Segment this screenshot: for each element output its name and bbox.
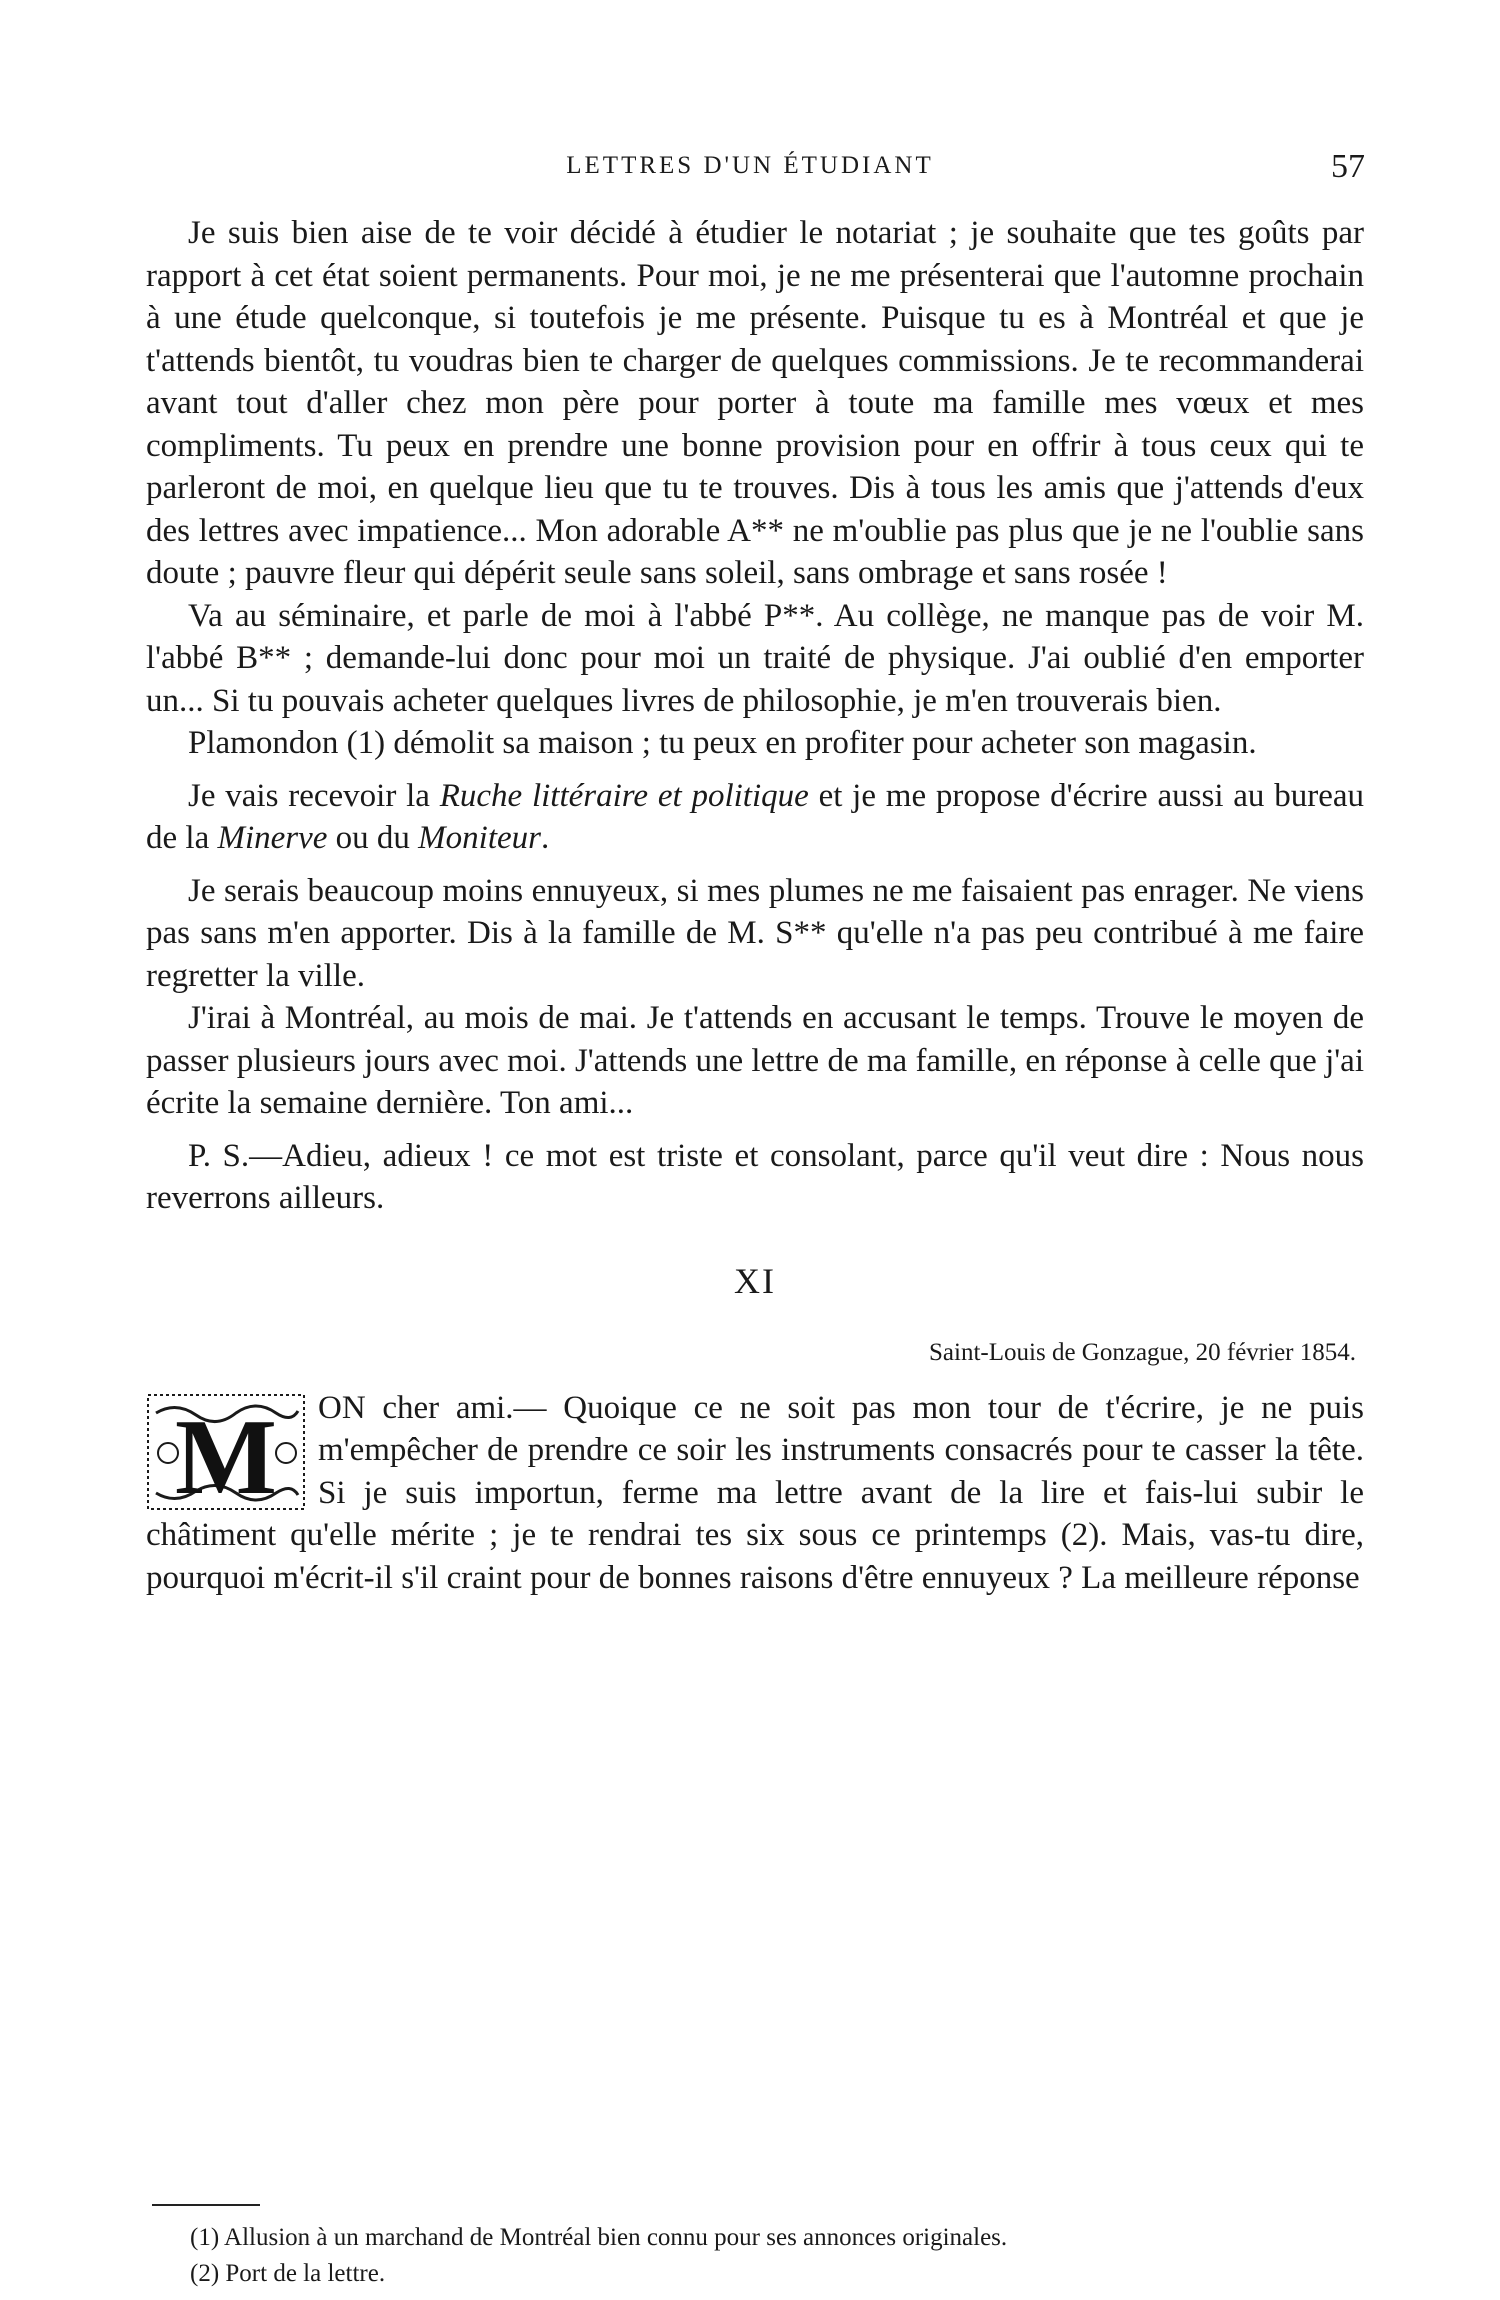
footnotes: [190, 2220, 1340, 2292]
paragraph: Je suis bien aise de te voir décidé à étudier le notariat ; je souhaite que tes goûts par rapport à cet état soient permanents. Pour moi, je ne me présenterai que l'automne prochain à une étude quelconque, si toutefois je me présente. Puisque tu es à Montréal et que je t'attends bientôt, tu voudras bien te charger de quelques commissions. Je te recommanderai avant tout d'aller chez mon père pour porter à toute ma famille mes vœux et mes compliments. Tu peux en prendre une bonne provision pour en offrir à tous ceux qui te parleront de moi, en quelque lieu que tu te trouves. Dis à tous les amis que j'attends d'eux des lettres avec impatience... Mon adorable A** ne m'oublie pas plus que je ne l'oublie sans doute ; pauvre fleur qui dépérit seule sans soleil, sans ombrage et sans rosée !: [146, 215, 1364, 591]
paragraph: Je vais recevoir la Ruche littéraire et politique et je me propose d'écrire aussi au bureau de la Minerve ou du Moniteur.: [146, 777, 1364, 856]
italic-title: Ruche littéraire et politique: [439, 777, 809, 814]
paragraph: Plamondon (1) démolit sa maison ; tu peux en profiter pour acheter son magasin.: [188, 725, 1257, 761]
letter-opening: [146, 1387, 1364, 1600]
footnote: (1) Allusion à un marchand de Montréal bien connu pour ses annonces originales.: [190, 2224, 1008, 2251]
footnote-rule: [152, 2204, 260, 2206]
body-text: [146, 212, 1364, 1599]
ornamental-dropcap: [146, 1393, 306, 1511]
paragraph: Va au séminaire, et parle de moi à l'abbé P**. Au collège, ne manque pas de voir M. l'abbé B** ; demande-lui donc pour moi un traité de physique. J'ai oublié d'en emporter un... Si tu pouvais acheter quelques livres de philosophie, je m'en trouverais bien.: [146, 597, 1364, 719]
postscript: P. S.—Adieu, adieux ! ce mot est triste et consolant, parce qu'il veut dire : Nous nous reverrons ailleurs.: [146, 1137, 1364, 1216]
italic-title: Moniteur: [418, 820, 541, 856]
dateline: Saint-Louis de Gonzague, 20 février 1854.: [929, 1339, 1356, 1366]
section-number: XI: [734, 1260, 776, 1301]
page-number: 57: [1331, 148, 1365, 185]
dropcap-letter: M: [175, 1397, 277, 1511]
paragraph: J'irai à Montréal, au mois de mai. Je t'attends en accusant le temps. Trouve le moyen de passer plusieurs jours avec moi. J'attends une lettre de ma famille, en réponse à celle que j'ai écrite la semaine dernière. Ton ami...: [146, 1000, 1364, 1121]
running-title: LETTRES D'UN ÉTUDIANT: [566, 152, 934, 179]
paragraph: Je serais beaucoup moins ennuyeux, si mes plumes ne me faisaient pas enrager. Ne viens pas sans m'en apporter. Dis à la famille de M. S** qu'elle n'a pas peu contribué à me faire regretter la ville.: [146, 872, 1364, 994]
italic-title: Minerve: [217, 820, 328, 856]
running-header: [0, 148, 1500, 188]
opening-text: ON cher ami.— Quoique ce ne soit pas mon tour de t'écrire, je ne puis m'empêcher de prendre ce soir les instruments consacrés pour te casser la tête. Si je suis importun, ferme ma lettre avant de la lire et fais-lui subir le châtiment qu'elle mérite ; je te rendrai tes six sous ce printemps (2). Mais, vas-tu dire, pourquoi m'écrit-il s'il craint pour de bonnes raisons d'être ennuyeux ? La meilleure réponse: [146, 1389, 1364, 1596]
footnote: (2) Port de la lettre.: [190, 2260, 386, 2287]
